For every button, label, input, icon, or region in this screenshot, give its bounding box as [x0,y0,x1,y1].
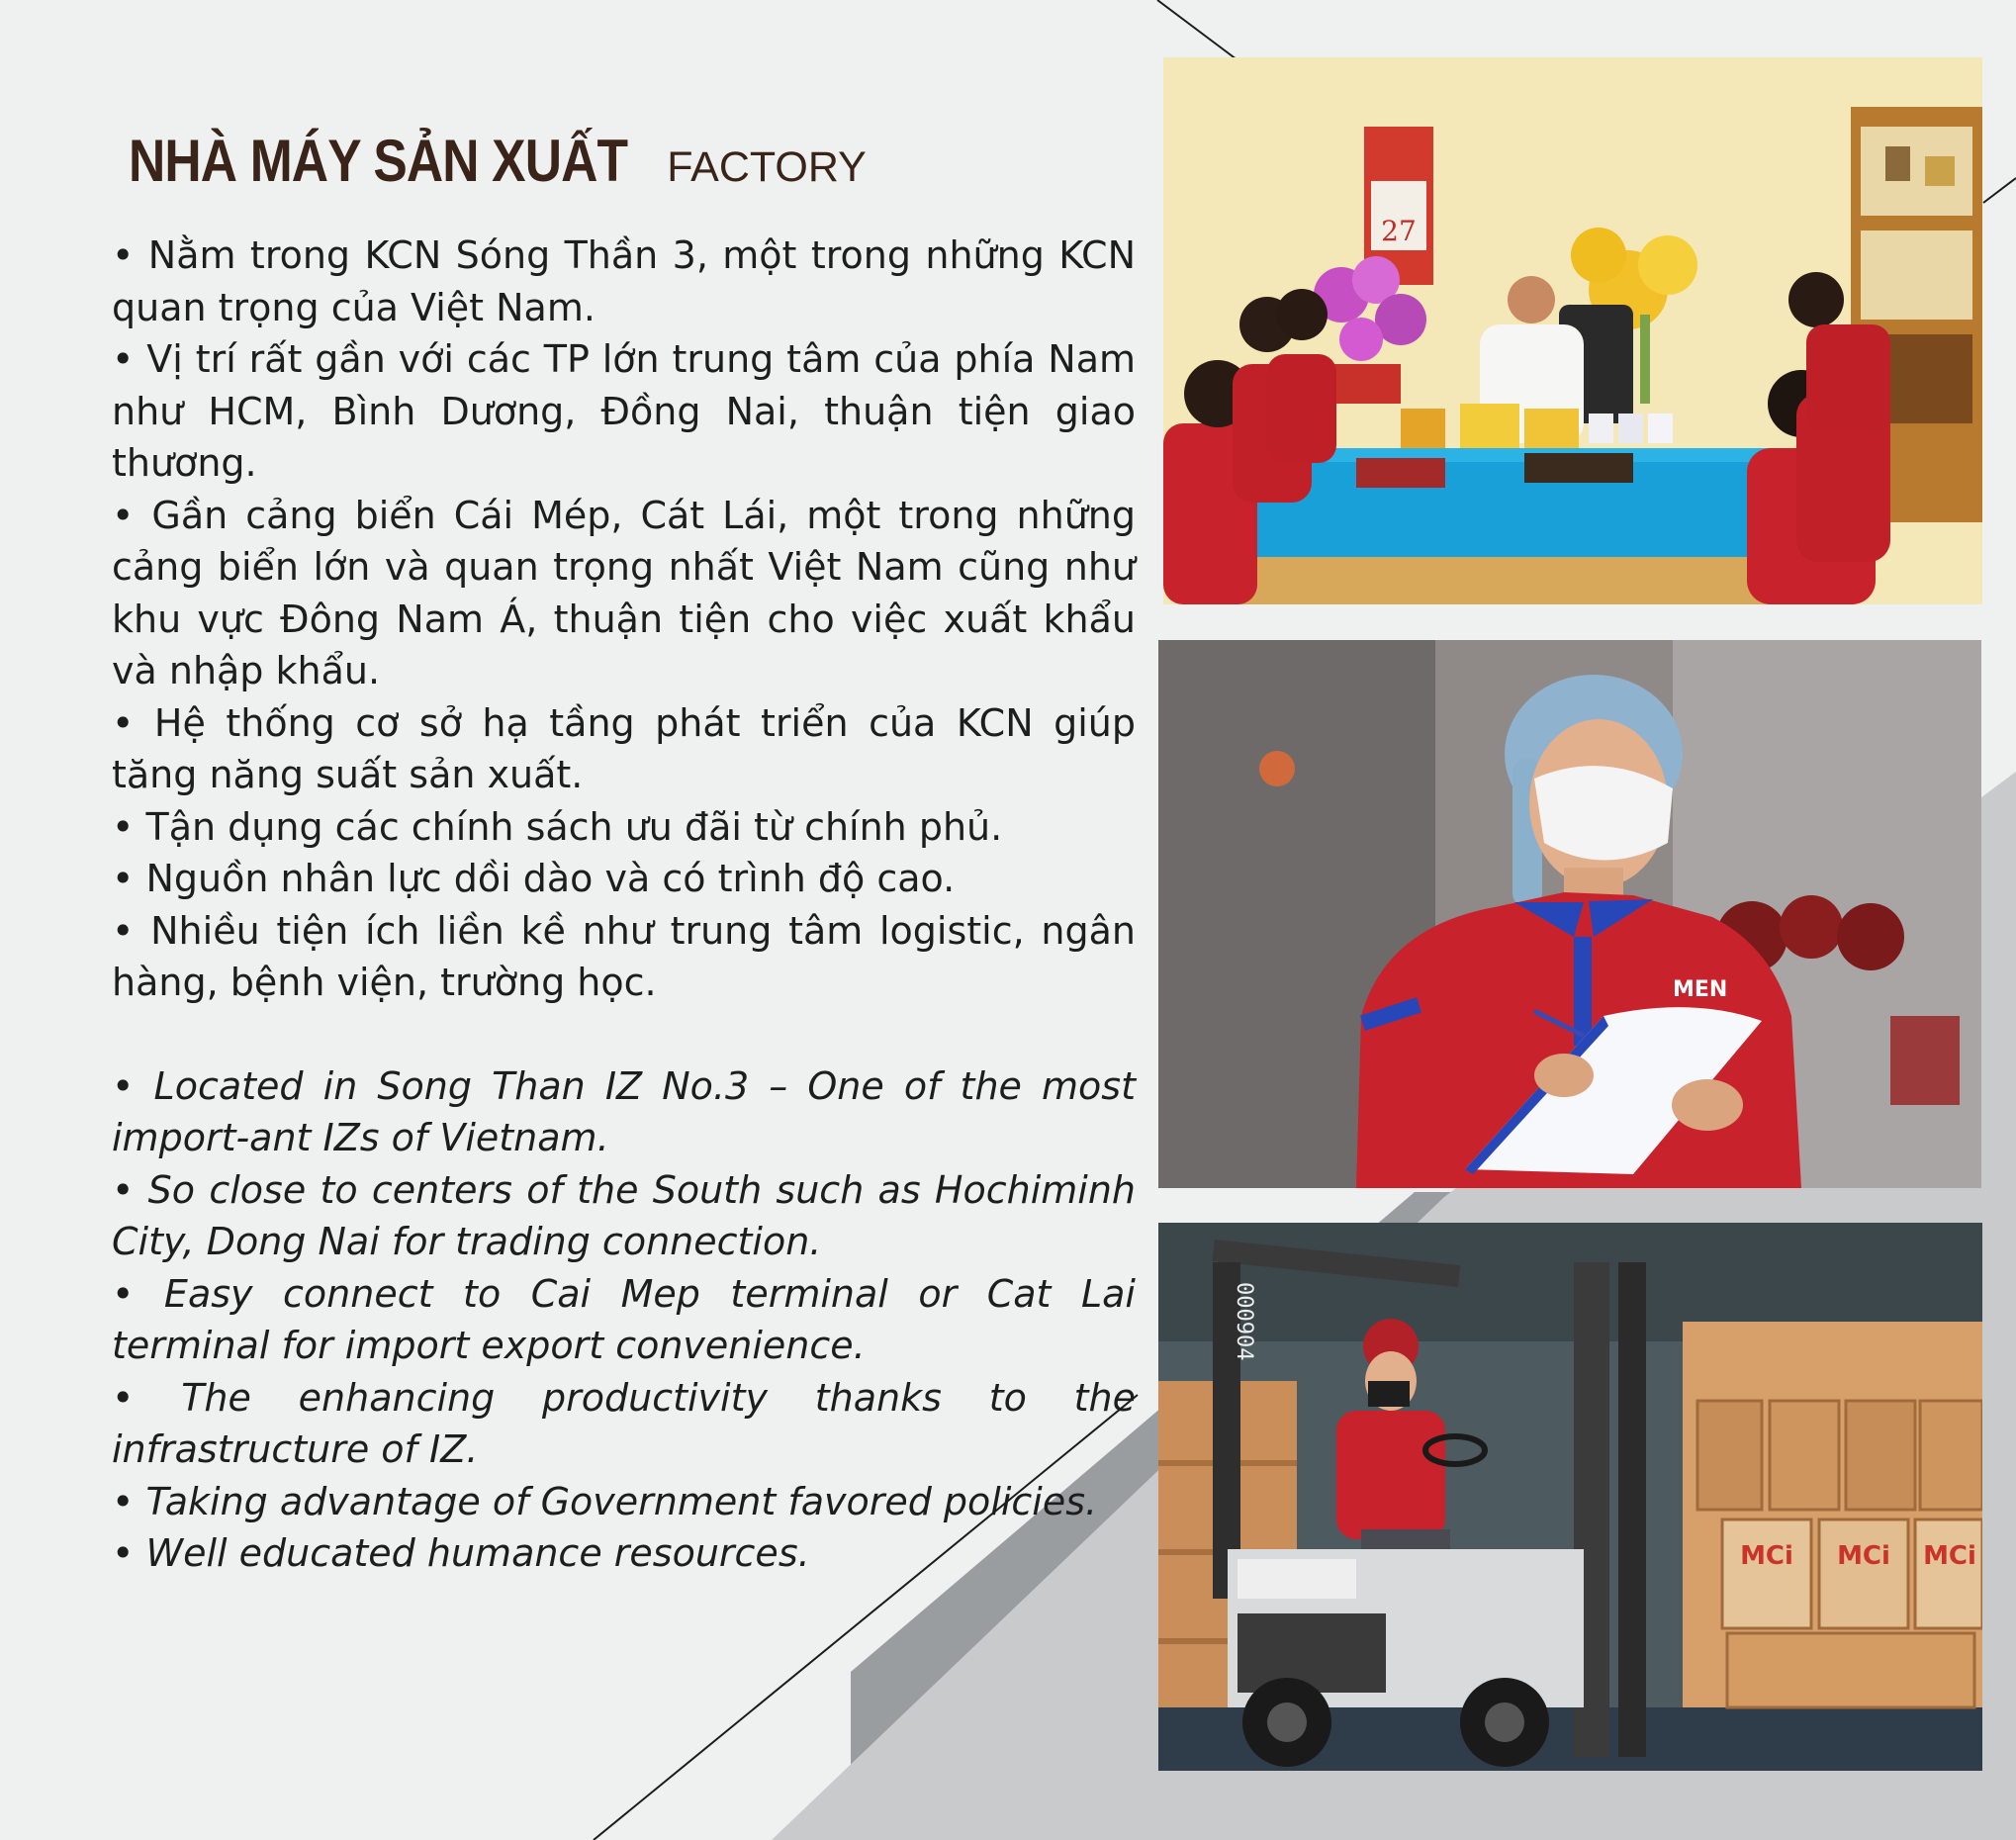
vi-point-7: • Nhiều tiện ích liền kề như trung tâm logistic, ngân hàng, bệnh viện, trường học. [112,908,1136,1004]
diagonal-line-right [1983,178,2016,203]
photo-meeting-room [1163,57,1982,604]
vi-point-2: • Vị trí rất gần với các TP lớn trung tâm của phía Nam như HCM, Bình Dương, Đồng Nai, thuận tiện giao thương. [112,337,1136,485]
vi-point-4: • Hệ thống cơ sở hạ tầng phát triển của KCN giúp tăng năng suất sản xuất. [112,700,1136,796]
diagonal-line-top [1157,0,1237,59]
calendar-day: 27 [1381,215,1417,247]
box-brand-label-1: MCi [1740,1541,1793,1571]
title-vietnamese: NHÀ MÁY SẢN XUẤT [129,128,628,194]
shirt-logo: MEN [1673,977,1728,1002]
box-brand-label-3: MCi [1923,1541,1976,1571]
en-point-6: • Well educated humance resources. [112,1531,810,1575]
en-point-2: • So close to centers of the South such as Hochiminh City, Dong Nai for trading connection. [112,1167,1136,1263]
photo-forklift-warehouse [1158,1223,1982,1771]
page-title [129,127,867,195]
section-spacer [112,1009,1136,1060]
en-point-4: • The enhancing productivity thanks to the infrastructure of IZ. [112,1375,1136,1471]
vi-point-6: • Nguồn nhân lực dồi dào và có trình độ cao. [112,857,956,900]
factory-description [112,230,1136,1580]
vi-point-1: • Nằm trong KCN Sóng Thần 3, một trong những KCN quan trọng của Việt Nam. [112,233,1136,329]
box-brand-label-2: MCi [1837,1541,1890,1571]
en-point-1: • Located in Song Than IZ No.3 – One of the most import-ant IZs of Vietnam. [112,1063,1136,1159]
en-point-3: • Easy connect to Cai Mep terminal or Cat Lai terminal for import export convenience. [112,1271,1136,1367]
photo-worker-clipboard [1158,640,1981,1188]
vi-point-3: • Gần cảng biển Cái Mép, Cát Lái, một trong những cảng biển lớn và quan trọng nhất Việt Nam cũng như khu vực Đông Nam Á, thuận tiện cho việc xuất khẩu và nhập khẩu. [112,493,1136,692]
en-point-5: • Taking advantage of Government favored policies. [112,1479,1098,1523]
forklift-id: 000904 [1232,1282,1256,1361]
vi-point-5: • Tận dụng các chính sách ưu đãi từ chính phủ. [112,804,1003,849]
title-english: FACTORY [667,143,867,191]
